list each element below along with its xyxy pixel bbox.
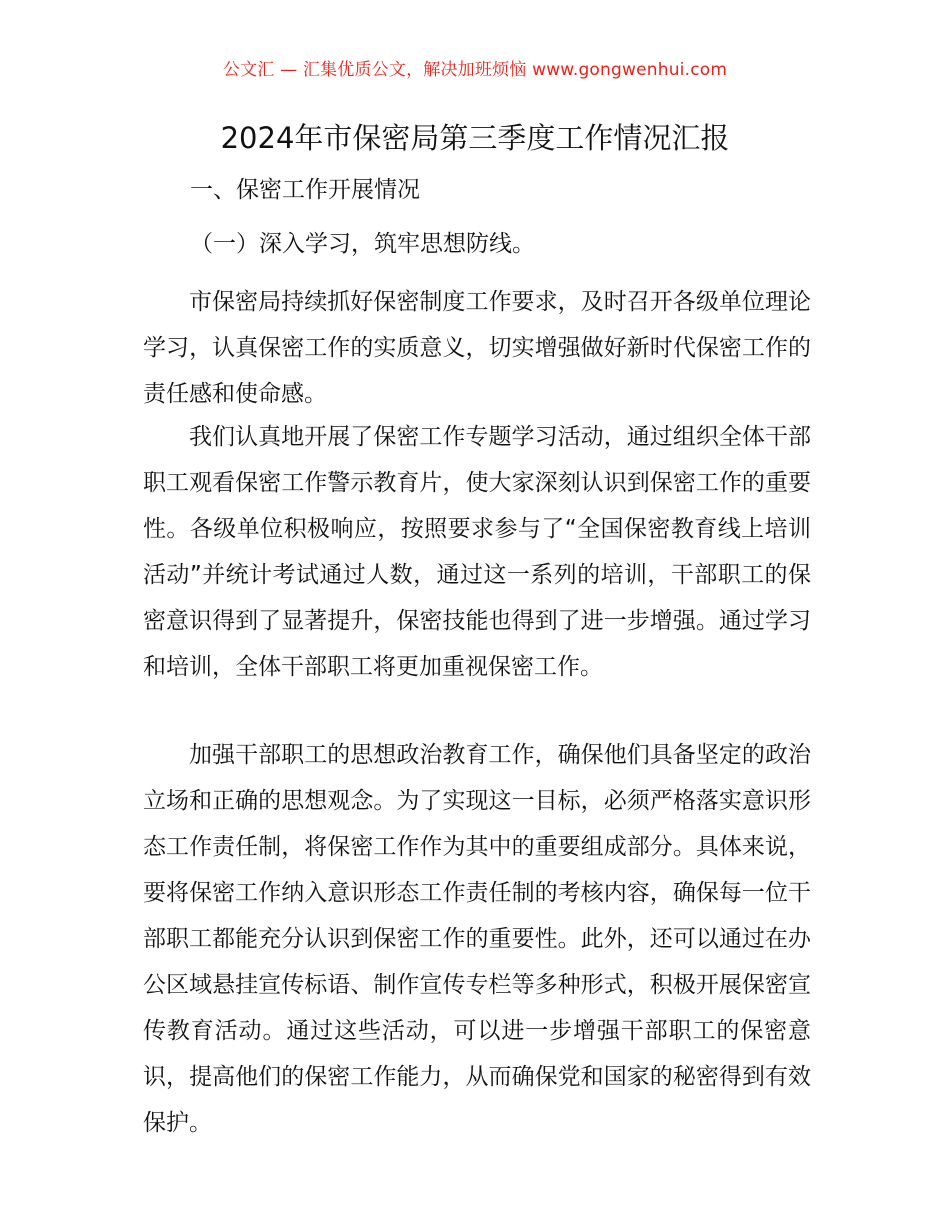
body-paragraph-2: 我们认真地开展了保密工作专题学习活动，通过组织全体干部职工观看保密工作警示教育片，使大家深刻认识到保密工作的重要性。各级单位积极响应，按照要求参与了“全国保密教育线上培训活动”并统计考试通过人数，通过这一系列的培训，干部职工的保密意识得到了显著提升，保密技能也得到了进一步增强。通过学习和培训，全体干部职工将更加重视保密工作。 [143, 424, 811, 680]
section-heading: 一、保密工作开展情况 [190, 177, 420, 203]
document-title: 2024年市保密局第三季度工作情况汇报 [220, 121, 730, 155]
body-paragraph-3: 加强干部职工的思想政治教育工作，确保他们具备坚定的政治立场和正确的思想观念。为了实现这一目标，必须严格落实意识形态工作责任制，将保密工作作为其中的重要组成部分。具体来说，要将保密工作纳入意识形态工作责任制的考核内容，确保每一位干部职工都能充分认识到保密工作的重要性。此外，还可以通过在办公区域悬挂宣传标语、制作宣传专栏等多种形式，积极开展保密宣传教育活动。通过这些活动，可以进一步增强干部职工的保密意识，提高他们的保密工作能力，从而确保党和国家的秘密得到有效保护。 [143, 742, 811, 1136]
sub-heading: （一）深入学习，筑牢思想防线。 [190, 231, 535, 257]
body-paragraph-1: 市保密局持续抓好保密制度工作要求，及时召开各级单位理论学习，认真保密工作的实质意义，切实增强做好新时代保密工作的责任感和使命感。 [143, 289, 811, 407]
site-banner: 公文汇 — 汇集优质公文，解决加班烦恼 www.gongwenhui.com [222, 60, 728, 80]
